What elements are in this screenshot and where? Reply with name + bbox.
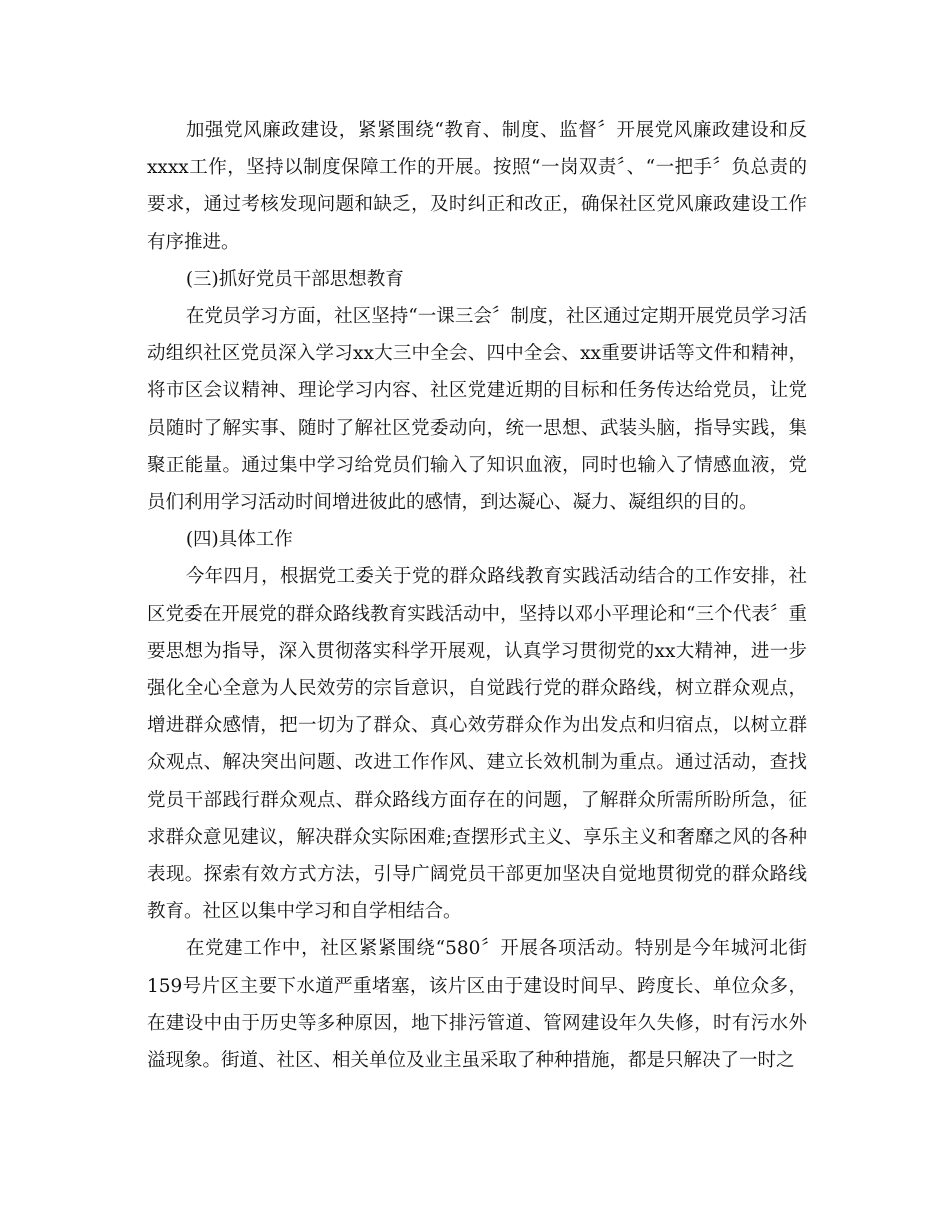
paragraph-mass-line: 今年四月，根据党工委关于党的群众路线教育实践活动结合的工作安排，社区党委在开展党的群众路线教育实践活动中，坚持以邓小平理论和“三个代表〞重要思想为指导，深入贯彻落实科学开展观，认真学习贯彻党的xx大精神，进一步强化全心全意为人民效劳的宗旨意识，自觉践行党的群众路线，树立群众观点，增进群众感情，把一切为了群众、真心效劳群众作为出发点和归宿点，以树立群众观点、解决突出问题、改进工作作风、建立长效机制为重点。通过活动，查找党员干部践行群众观点、群众路线方面存在的问题，了解群众所需所盼所急，征求群众意见建议，解决群众实际困难;查摆形式主义、享乐主义和奢靡之风的各种表现。探索有效方式方法，引导广阔党员干部更加坚决自觉地贯彻党的群众路线教育。社区以集中学习和自学相结合。: [147, 566, 807, 923]
section-heading-three: (三)抓好党员干部思想教育: [185, 268, 404, 290]
paragraph-party-study: 在党员学习方面，社区坚持“一课三会〞制度，社区通过定期开展党员学习活动组织社区党员深入学习xx大三中全会、四中全会、xx重要讲话等文件和精神，将市区会议精神、理论学习内容、社区党建近期的目标和任务传达给党员，让党员随时了解实事、随时了解社区党委动向，统一思想、武装头脑，指导实践，集聚正能量。通过集中学习给党员们输入了知识血液，同时也输入了情感血液，党员们利用学习活动时间增进彼此的感情，到达凝心、凝力、凝组织的目的。: [147, 306, 807, 514]
section-heading-four: (四)具体工作: [185, 529, 293, 551]
paragraph-party-building: 在党建工作中，社区紧紧围绕“580〞开展各项活动。特别是今年城河北街159号片区主要下水道严重堵塞，该片区由于建设时间早、跨度长、单位众多，在建设中由于历史等多种原因，地下排污管道、管网建设年久失修，时有污水外溢现象。街道、社区、相关单位及业主虽采取了种种措施，都是只解决了一时之: [147, 938, 807, 1072]
document-body: [147, 112, 807, 1079]
paragraph-anti-corruption: 加强党风廉政建设，紧紧围绕“教育、制度、监督〞开展党风廉政建设和反xxxx工作，坚持以制度保障工作的开展。按照“一岗双责〞、“一把手〞负总责的要求，通过考核发现问题和缺乏，及时纠正和改正，确保社区党风廉政建设工作有序推进。: [147, 120, 807, 253]
